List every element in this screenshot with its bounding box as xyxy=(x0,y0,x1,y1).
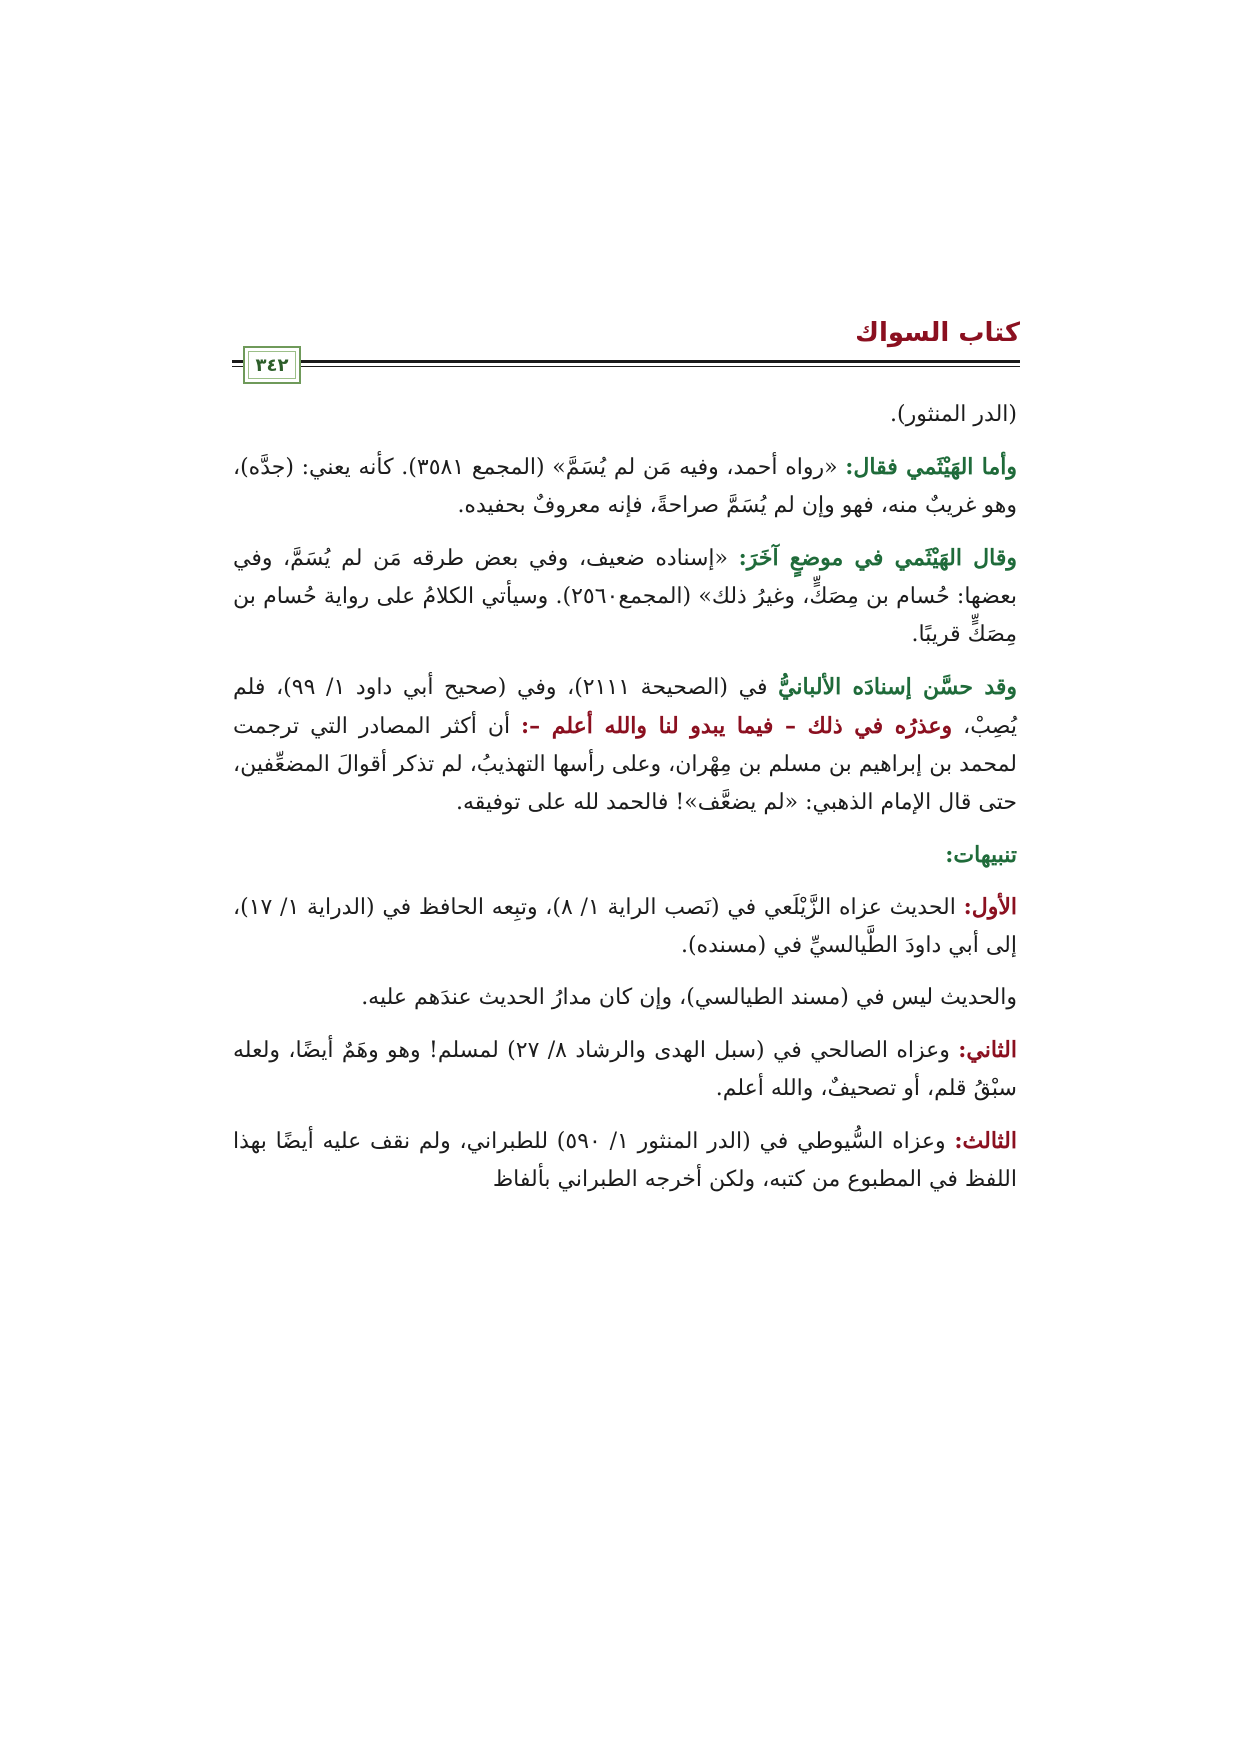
page-number: ٣٤٢ xyxy=(255,354,289,376)
paragraph-6-lead: الثاني: xyxy=(958,1037,1017,1063)
paragraph-3-highlight: وعذرُه في ذلك – فيما يبدو لنا والله أعلم –: xyxy=(521,713,953,739)
paragraph-7-text: وعزاه السُّيوطي في (الدر المنثور ١/ ٥٩٠) للطبراني، ولم نقف عليه أيضًا بهذا اللفظ في المطبوع من كتبه، ولكن أخرجه الطبراني بألفاظ xyxy=(233,1129,1017,1192)
paragraph-5: والحديث ليس في (مسند الطيالسي)، وإن كان مدارُ الحديث عندَهم عليه. xyxy=(361,985,1017,1010)
paragraph-1-text: «رواه أحمد، وفيه مَن لم يُسَمَّ» (المجمع ٣٥٨١). كأنه يعني: (جدَّه)، وهو غريبٌ منه، فهو وإن لم يُسَمَّ صراحةً، فإنه معروفٌ بحفيده. xyxy=(233,455,1017,518)
book-title: كتاب السواك xyxy=(855,318,1020,348)
header-rule-thin xyxy=(232,366,1020,367)
paragraph-7 xyxy=(233,1122,1017,1199)
paragraph-1 xyxy=(233,448,1017,525)
paragraph-4-lead: الأول: xyxy=(963,894,1017,920)
paragraph-3-text-2: أن أكثر المصادر التي ترجمت لمحمد بن إبراهيم بن مسلم بن مِهْران، وعلى رأسها التهذيبُ، لم تذكر أقوالَ المضعِّفين، حتى قال الإمام الذهبي: «لم يضعَّف»! فالحمد لله على توفيقه. xyxy=(233,714,1017,815)
paragraph-6 xyxy=(233,1031,1017,1108)
paragraph-3 xyxy=(233,668,1017,822)
paragraph-7-lead: الثالث: xyxy=(954,1128,1017,1154)
paragraph-2 xyxy=(233,539,1017,654)
paragraph-3-text-1: في (الصحيحة ٢١١١)، وفي (صحيح أبي داود ١/ ٩٩)، فلم يُصِبْ، xyxy=(233,675,1017,739)
page-number-badge xyxy=(243,346,301,384)
paragraph-1-lead: وأما الهَيْثَمي فقال: xyxy=(845,454,1017,480)
paragraph-3-lead: وقد حسَّن إسنادَه الألبانيُّ xyxy=(778,674,1018,700)
page-header xyxy=(232,312,1020,382)
paragraph-2-text: «إسناده ضعيف، وفي بعض طرقه مَن لم يُسَمَّ، وفي بعضها: حُسام بن مِصَكٍّ، وغيرُ ذلك» (المجمع٢٥٦٠). وسيأتي الكلامُ على رواية حُسام بن مِصَكٍّ قريبًا. xyxy=(233,546,1017,647)
paragraph-4 xyxy=(233,888,1017,965)
paragraph-6-text: وعزاه الصالحي في (سبل الهدى والرشاد ٨/ ٢٧) لمسلم! وهو وهَمٌ أيضًا، ولعله سبْقُ قلم، أو تصحيفٌ، والله أعلم. xyxy=(233,1038,1017,1101)
paragraph-0: (الدر المنثور). xyxy=(890,402,1017,427)
header-rule xyxy=(232,360,1020,363)
paragraph-4-text: الحديث عزاه الزَّيْلَعي في (نَصب الراية ١/ ٨)، وتبِعه الحافظ في (الدراية ١/ ١٧)، إلى أبي داودَ الطَّيالسيِّ في (مسنده). xyxy=(233,895,1017,958)
notes-heading: تنبيهات: xyxy=(945,842,1017,868)
paragraph-2-lead: وقال الهَيْثَمي في موضعٍ آخَرَ: xyxy=(738,545,1017,571)
page-body xyxy=(233,396,1017,1213)
